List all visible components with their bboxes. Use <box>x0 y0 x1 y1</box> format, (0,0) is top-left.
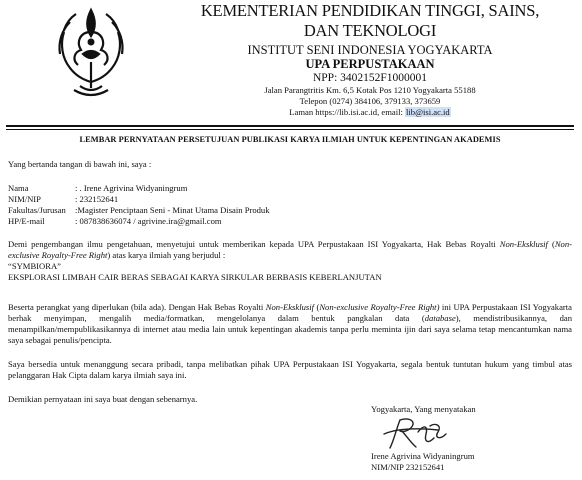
web-email-line <box>160 107 580 118</box>
field-row-nim <box>8 194 572 205</box>
text-run-italic: Non-Eksklusif <box>265 302 314 312</box>
field-label: Nama <box>8 183 29 193</box>
work-title-line1: “SYMBIORA” <box>8 261 61 271</box>
consent-paragraph <box>8 239 572 261</box>
ministry-name: KEMENTERIAN PENDIDIKAN TINGGI, SAINS, <box>200 1 540 20</box>
field-label: NIM/NIP <box>8 194 41 204</box>
field-value: : 232152641 <box>75 194 119 204</box>
rights-paragraph <box>8 302 572 346</box>
signer-block <box>371 451 475 473</box>
signer-nim: NIM/NIP 232152641 <box>371 462 445 472</box>
field-value: : 087838636074 / agrivine.ira@gmail.com <box>75 216 222 226</box>
text-run-italic: Non-exclusive Royalty-Free Right <box>8 239 572 260</box>
text-run: ( <box>314 302 320 312</box>
text-run: Beserta perangkat yang diperlukan (bila ada). Dengan Hak Bebas Royalti <box>8 302 266 312</box>
text-run: Demi pengembangan ilmu pengetahuan, menyetujui untuk memberikan kepada UPA Perpustakaan ISI Yogyakarta, Hak Bebas Royalti <box>8 239 500 249</box>
closing-paragraph: Demikian pernyataan ini saya buat dengan sebenarnya. <box>8 394 198 404</box>
field-value: : . Irene Agrivina Widyaningrum <box>75 183 188 193</box>
field-label: HP/E-mail <box>8 216 45 226</box>
isi-yogyakarta-logo-icon <box>50 2 132 102</box>
document-body <box>8 134 572 405</box>
field-row-name <box>8 183 572 194</box>
institute-name: INSTITUT SENI INDONESIA YOGYAKARTA <box>247 43 493 57</box>
email-link[interactable]: lib@isi.ac.id <box>406 107 450 117</box>
letterhead <box>160 0 580 118</box>
npp-number: NPP: 3402152F1000001 <box>312 72 428 84</box>
ministry-name-line2: DAN TEKNOLOGI <box>303 21 437 40</box>
field-row-faculty <box>8 205 572 216</box>
unit-name: UPA PERPUSTAKAAN <box>305 57 435 71</box>
address: Jalan Parangtritis Km. 6,5 Kotak Pos 1210 Yogyakarta 55188 <box>264 85 476 95</box>
document-title: LEMBAR PERNYATAAN PERSETUJUAN PUBLIKASI KARYA ILMIAH UNTUK KEPENTINGAN AKADEMIS <box>79 135 501 144</box>
work-title-line2: EKSPLORASI LIMBAH CAIR BERAS SEBAGAI KARYA SIRKULAR BERBASIS KEBERLANJUTAN <box>8 272 382 282</box>
letterhead-divider-thin <box>6 129 574 130</box>
letterhead-divider-thick <box>6 125 574 127</box>
text-run: ini UPA Perpustakaan ISI Yogyakarta berhak menyimpan, mengalih media/formatkan, mengelolanya dalam bentuk pangkalan data ( <box>8 302 572 323</box>
signer-name: Irene Agrivina Widyaningrum <box>371 451 475 461</box>
phone: Telepon (0274) 384106, 379133, 373659 <box>299 96 441 106</box>
signature-icon <box>378 414 454 452</box>
field-row-contact <box>8 216 572 227</box>
intro-text: Yang bertanda tangan di bawah ini, saya : <box>8 159 152 169</box>
field-value: :Magister Penciptaan Seni - Minat Utama Disain Produk <box>75 205 270 215</box>
text-run: ) atas karya ilmiah yang berjudul : <box>107 250 226 260</box>
liability-paragraph: Saya bersedia untuk menanggung secara pribadi, tanpa melibatkan pihak UPA Perpustakaan ISI Yogyakarta, segala bentuk tuntutan hukum yang timbul atas pelanggaran Hak Cipta dalam karya ilmiah saya ini. <box>8 359 572 380</box>
text-run: ( <box>547 239 555 249</box>
text-run: ), mendistribusikannya, dan menampilkan/mempublikasikannya di internet atau media lain untuk kepentingan akademis tanpa perlu meminta ijin dari saya selama tetap mencantumkan nama saya sebagai penulis/pencipta. <box>8 313 572 345</box>
text-run-italic: Non-Eksklusif <box>499 239 548 249</box>
field-label: Fakultas/Jurusan <box>8 205 66 215</box>
identity-fields <box>8 183 572 227</box>
website-text: Laman https://lib.isi.ac.id, email: <box>289 107 403 117</box>
place-date: Yogyakarta, Yang menyatakan <box>371 404 476 414</box>
text-run-italic: Non-exclusive Royalty-Free Right) <box>319 302 440 312</box>
text-run-italic: database <box>424 313 456 323</box>
